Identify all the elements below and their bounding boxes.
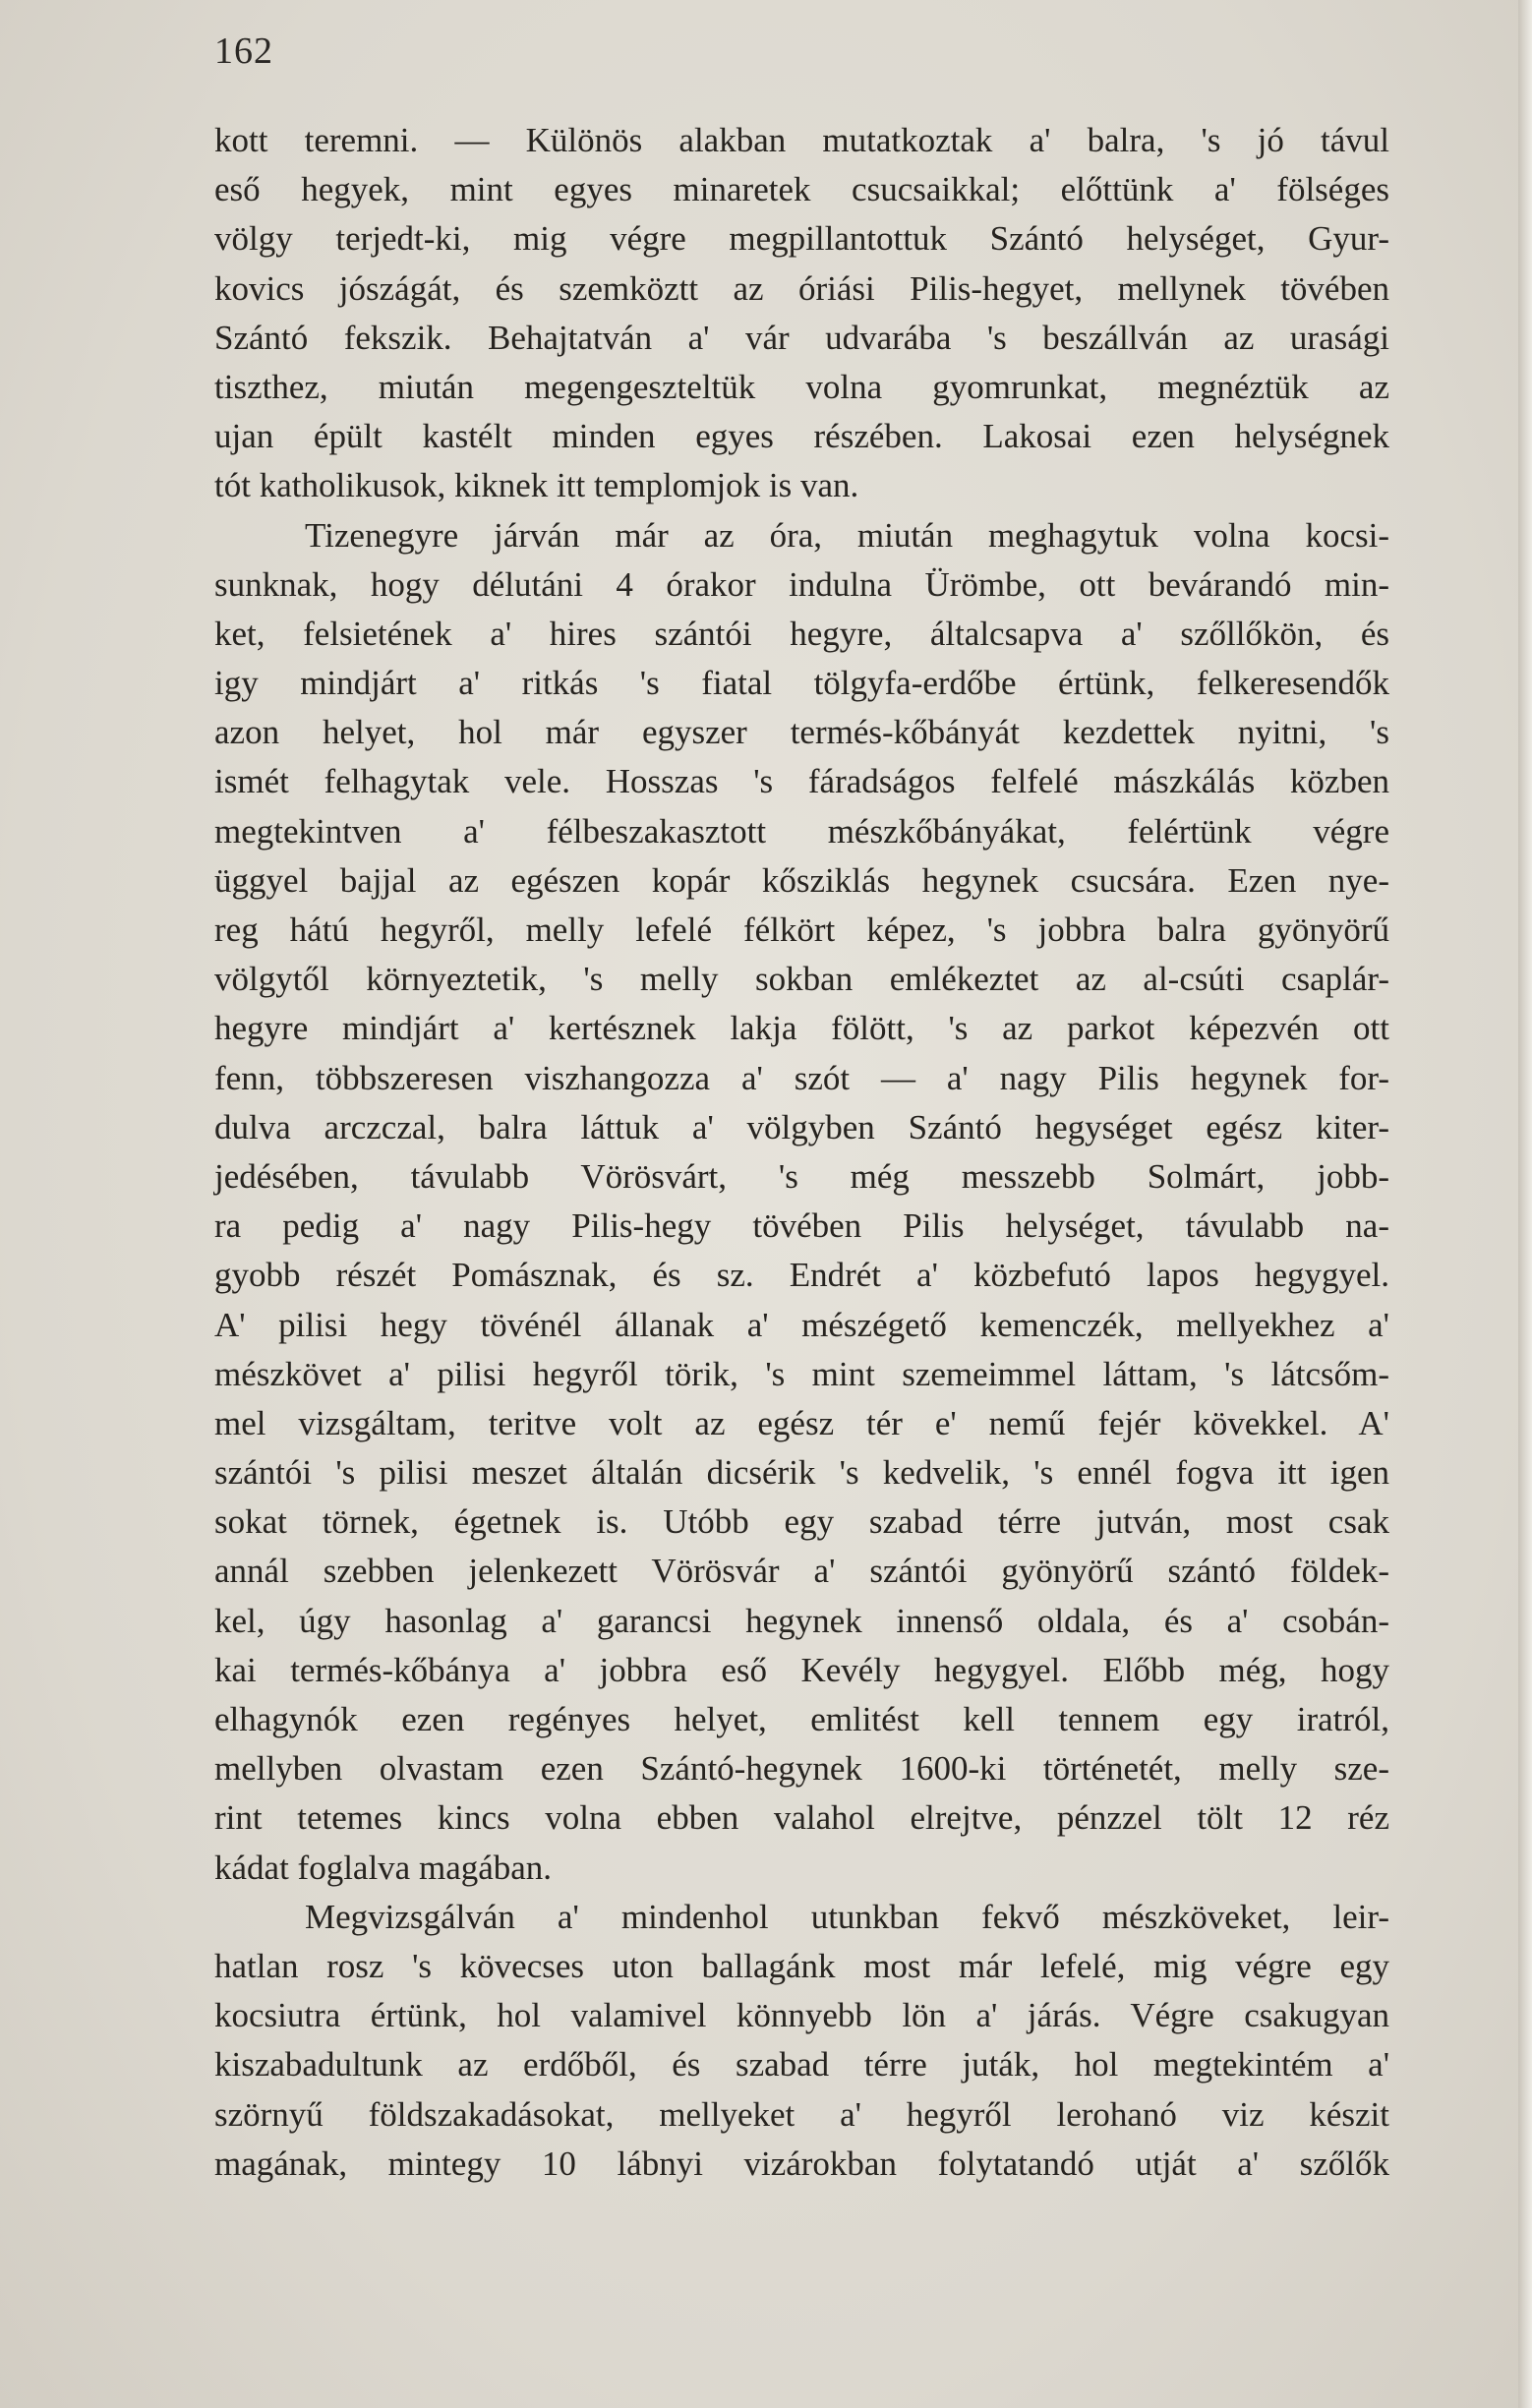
- text-line: sunknak, hogy délutáni 4 órakor indulna Ürömbe, ott bevárandó min-: [214, 564, 1389, 604]
- text-line: sokat törnek, égetnek is. Utóbb egy szabad térre jutván, most csak: [214, 1502, 1389, 1542]
- text-line: magának, mintegy 10 lábnyi vizárokban folytatandó utját a' szőlők: [214, 2144, 1389, 2183]
- text-line: igy mindjárt a' ritkás 's fiatal tölgyfa-erdőbe értünk, felkeresendők: [214, 664, 1389, 703]
- text-line: kádat foglalva magában.: [214, 1848, 553, 1887]
- text-line: mel vizsgáltam, teritve volt az egész tér e' nemű fejér kövekkel. A': [214, 1403, 1389, 1442]
- text-line: mellyben olvastam ezen Szántó-hegynek 1600-ki történetét, melly sze-: [214, 1749, 1389, 1789]
- text-line: A' pilisi hegy tövénél állanak a' mészégető kemenczék, mellyekhez a': [214, 1305, 1389, 1344]
- text-line: elhagynók ezen regényes helyet, emlitést kell tennem egy iratról,: [214, 1700, 1389, 1738]
- text-line: kai termés-kőbánya a' jobbra eső Kevély hegygyel. Előbb még, hogy: [214, 1650, 1389, 1689]
- text-line: fenn, többszeresen viszhangozza a' szót — a' nagy Pilis hegynek for-: [214, 1058, 1389, 1097]
- text-line: kel, úgy hasonlag a' garancsi hegynek innenső oldala, és a' csobán-: [214, 1601, 1389, 1640]
- text-line: gyobb részét Pomásznak, és sz. Endrét a' közbefutó lapos hegygyel.: [214, 1256, 1389, 1295]
- text-line: völgy terjedt-ki, mig végre megpillantottuk Szántó helységet, Gyur-: [214, 219, 1389, 259]
- text-line: ismét felhagytak vele. Hosszas 's fáradságos felfelé mászkálás közben: [214, 762, 1389, 801]
- text-line: ra pedig a' nagy Pilis-hegy tövében Pilis helységet, távulabb na-: [214, 1206, 1389, 1246]
- text-line: dulva arczczal, balra láttuk a' völgyben Szántó hegységet egész kiter-: [214, 1107, 1389, 1146]
- text-line: reg hátú hegyről, melly lefelé félkört képez, 's jobbra balra gyönyörű: [214, 910, 1389, 949]
- text-line: kott teremni. — Különös alakban mutatkoztak a' balra, 's jó távul: [214, 121, 1389, 159]
- text-line: azon helyet, hol már egyszer termés-kőbányát kezdettek nyitni, 's: [214, 713, 1389, 752]
- text-line: Tizenegyre járván már az óra, miután meghagytuk volna kocsi-: [305, 515, 1389, 555]
- page-edge: [1518, 0, 1532, 2408]
- text-line: Szántó fekszik. Behajtatván a' vár udvarába 's beszállván az urasági: [214, 318, 1389, 357]
- text-line: rint tetemes kincs volna ebben valahol elrejtve, pénzzel tölt 12 réz: [214, 1798, 1389, 1838]
- text-line: eső hegyek, mint egyes minaretek csucsaikkal; előttünk a' fölséges: [214, 170, 1389, 209]
- text-line: ket, felsietének a' hires szántói hegyre, általcsapva a' szőllőkön, és: [214, 614, 1389, 653]
- text-line: kocsiutra értünk, hol valamivel könnyebb lön a' járás. Végre csakugyan: [214, 1996, 1389, 2035]
- text-line: ujan épült kastélt minden egyes részében. Lakosai ezen helységnek: [214, 417, 1389, 456]
- text-line: kiszabadultunk az erdőből, és szabad térre juták, hol megtekintém a': [214, 2045, 1389, 2085]
- text-line: Megvizsgálván a' mindenhol utunkban fekvő mészköveket, leir-: [305, 1897, 1389, 1936]
- text-line: tiszthez, miután megengeszteltük volna gyomrunkat, megnéztük az: [214, 367, 1389, 406]
- text-line: hatlan rosz 's kövecses uton ballagánk most már lefelé, mig végre egy: [214, 1946, 1389, 1985]
- page-number: 162: [214, 30, 273, 72]
- text-line: völgytől környeztetik, 's melly sokban emlékeztet az al-csúti csaplár-: [214, 960, 1389, 999]
- text-line: hegyre mindjárt a' kertésznek lakja fölött, 's az parkot képezvén ott: [214, 1009, 1389, 1048]
- body-text: [214, 116, 1389, 2189]
- text-line: kovics jószágát, és szemköztt az óriási Pilis-hegyet, mellynek tövében: [214, 268, 1389, 308]
- text-line: szörnyű földszakadásokat, mellyeket a' hegyről lerohanó viz készit: [214, 2094, 1389, 2134]
- text-line: tót katholikusok, kiknek itt templomjok is van.: [214, 466, 859, 505]
- text-line: mészkövet a' pilisi hegyről törik, 's mint szemeimmel láttam, 's látcsőm-: [214, 1354, 1389, 1393]
- text-line: üggyel bajjal az egészen kopár kősziklás hegynek csucsára. Ezen nye-: [214, 860, 1389, 900]
- text-line: szántói 's pilisi meszet általán dicsérik 's kedvelik, 's ennél fogva itt igen: [214, 1453, 1389, 1493]
- text-line: megtekintven a' félbeszakasztott mészkőbányákat, felértünk végre: [214, 811, 1389, 851]
- text-line: annál szebben jelenkezett Vörösvár a' szántói gyönyörű szántó földek-: [214, 1552, 1389, 1591]
- text-line: jedésében, távulabb Vörösvárt, 's még messzebb Solmárt, jobb-: [214, 1156, 1389, 1196]
